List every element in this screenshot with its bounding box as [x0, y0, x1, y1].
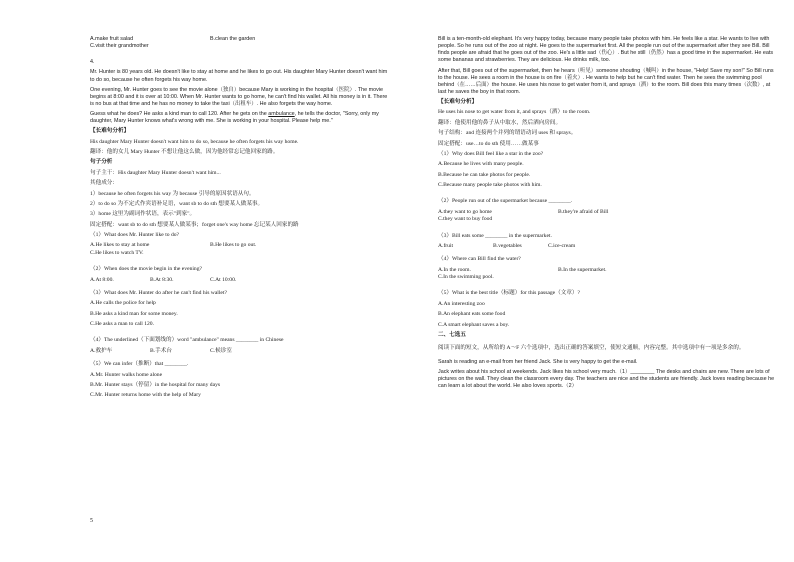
- option-a[interactable]: A.fruit: [438, 242, 454, 249]
- passage-paragraph: Sarah is reading an e-mail from her friend Jack. She is very happy to get the e-mail.: [438, 358, 638, 365]
- option-row: [438, 267, 776, 274]
- option-row: [90, 36, 390, 43]
- question-1: （1）Why does Bill feel like a star in the zoo?: [438, 150, 544, 157]
- passage-paragraph: Mr. Hunter is 80 years old. He doesn't like to stay at home and he likes to go out. His daughter Mary Hunter doesn't want him to do so, because he often forgets his way home.: [90, 69, 388, 83]
- question-1: （1）What does Mr. Hunter like to do?: [90, 232, 180, 238]
- structure-line: 3）home 这里为副词作状语，表示"到家"。: [90, 211, 196, 218]
- option-a[interactable]: A.He calls the police for help: [90, 300, 156, 307]
- left-column: [90, 36, 390, 403]
- option-c[interactable]: C.ice-cream: [548, 242, 576, 249]
- structure-line: 句子主干：His daughter Mary Hunter doesn't want him...: [90, 169, 221, 176]
- question-5: （5）We can infer（推断）that ________.: [90, 361, 189, 368]
- structure-line: 1）because he often forgets his way 为 because 引导的原因状语从句。: [90, 190, 255, 197]
- option-b[interactable]: B.He asks a kind man for some money.: [90, 310, 178, 317]
- option-b[interactable]: B.they're afraid of Bill: [558, 208, 609, 215]
- passage-paragraph: After that, Bill goes out of the supermarket, then he hears（听见）someone shouting（喊叫）in the house, "Help! Save my son!" So Bill runs to the house. He sees a room in the house is on fire（着火）. He wants to help but he can't find water. Then he sees the swimming pool behind（在……后面）the house. He uses his nose to get water from it, and sprays（洒）to the room. Bill does this many times（次数）, at last he saves the boy in that room.: [438, 67, 774, 95]
- structure-line: 句子结构：and 连接两个并列的谓语动词 uses 和 sprays。: [438, 130, 577, 137]
- option-a[interactable]: A.make fruit salad: [90, 36, 134, 42]
- section-number: 4.: [90, 59, 95, 66]
- analysis-title: 【长难句分析】: [438, 99, 478, 105]
- option-a[interactable]: A.He likes to stay at home: [90, 242, 150, 249]
- option-c[interactable]: C.Mr. Hunter returns home with the help of Mary: [90, 392, 201, 399]
- passage-paragraph: Bill is a ten-month-old elephant. It's very happy today, because many people take photos with him. He feels like a star. He wants to live with people. So he runs out of the zoo at night. He goes to the supermarket first. All the people run out of the supermarket after they see Bill. Bill finds people are afraid that he goes out of the zoo. He's a little sad（伤心）. But he still（仍然）has a good time in the supermarket. He eats some bananas and strawberries. They are delicious. He drinks milk, too.: [438, 36, 774, 64]
- analysis-sentence: His daughter Mary Hunter doesn't want him to do so, because he often forgets his way home.: [90, 138, 299, 145]
- option-a[interactable]: A.救护车: [90, 347, 113, 354]
- fixed-phrase: 固定搭配：use…to do sth 使用……做某事: [438, 140, 539, 147]
- option-c[interactable]: C.In the swimming pool.: [438, 274, 494, 280]
- passage-paragraph: Jack writes about his school at weekends. Jack likes his school very much.（1）________ The desks and chairs are new. There are lots of pictures on the wall. They clean the classroom every day. The teachers are nice and the students are friendly. Jack loves reading because he can learn a lot about the world. He also loves sports.（2）: [438, 368, 775, 389]
- passage-paragraph: One evening, Mr. Hunter goes to see the movie alone（独自）because Mary is working in the hospital（医院）. The movie begins at 8:00 and it is over at 10:00. When Mr. Hunter wants to go home, he can't find his wallet. All his money is in it. There is no bus at that time and he has no money to take the taxi（出租车）. He also forgets the way home.: [90, 86, 388, 107]
- structure-line: 其他成分：: [90, 180, 118, 187]
- option-row: [90, 277, 390, 284]
- underlined-word: ambulance: [268, 111, 295, 117]
- option-b[interactable]: B.clean the garden: [210, 36, 256, 42]
- option-c[interactable]: C.候诊室: [210, 347, 232, 354]
- section-heading: 二、七选五: [438, 331, 466, 338]
- passage-paragraph: Guess what he does? He asks a kind man to call 120. After he gets on the ambulance, he tells the doctor, "Sorry, only my daughter, Mary Hunter knows what's wrong with me. She is working in your hospital. Please help me.": [90, 111, 379, 125]
- structure-title: 句子分析: [90, 159, 113, 166]
- question-2: （2）People run out of the supermarket because ________.: [438, 198, 573, 205]
- option-row: [90, 242, 390, 249]
- right-column: [438, 36, 776, 393]
- option-a[interactable]: A.they want to go home: [438, 208, 492, 215]
- option-c[interactable]: C.they want to buy food: [438, 216, 493, 223]
- analysis-translation: 翻译：他的女儿 Mary Hunter 不想让他这么做，因为他经常忘记他回家的路。: [90, 149, 279, 155]
- option-c[interactable]: C.Because many people take photos with him.: [438, 182, 542, 188]
- question-5: （5）What is the best title（标题）for this passage（文章）?: [438, 290, 580, 297]
- option-a[interactable]: A.In the room.: [438, 266, 471, 273]
- option-a[interactable]: A.At 8:00.: [90, 276, 114, 283]
- question-3: （3）Bill eats some ________ in the supermarket.: [438, 232, 552, 239]
- option-row: [90, 348, 390, 355]
- option-c[interactable]: C.He likes to watch TV.: [90, 249, 144, 256]
- option-row: [438, 243, 776, 250]
- analysis-title: 【长难句分析】: [90, 128, 130, 135]
- analysis-translation: 翻译：他使用他的鼻子从中取水，然后洒向房间。: [438, 119, 562, 126]
- option-b[interactable]: B.In the supermarket.: [558, 266, 607, 273]
- option-c[interactable]: C.A smart elephant saves a boy.: [438, 321, 510, 328]
- option-c[interactable]: C.He asks a man to call 120.: [90, 321, 155, 327]
- option-c[interactable]: C.visit their grandmother: [90, 43, 149, 50]
- option-c[interactable]: C.At 10:00.: [210, 276, 237, 283]
- question-2: （2）When does the movie begin in the evening?: [90, 266, 203, 273]
- option-b[interactable]: B.He likes to go out.: [210, 242, 257, 249]
- option-b[interactable]: B.手术台: [150, 347, 172, 354]
- instruction: 阅读下面的短文，从所给的 A～F 六个选项中，选出正确的答案填空，使短文通顺，内容完整。其中选项中有一项是多余的。: [438, 345, 745, 352]
- option-b[interactable]: B.An elephant eats some food: [438, 311, 506, 318]
- analysis-sentence: He uses his nose to get water from it, and sprays（洒）to the room.: [438, 109, 591, 116]
- option-a[interactable]: A.An interesting zoo: [438, 300, 485, 307]
- option-b[interactable]: B.Mr. Hunter stays（停留）in the hospital for many days: [90, 381, 221, 388]
- question-3: （3）What does Mr. Hunter do after he can't find his wallet?: [90, 289, 227, 296]
- option-a[interactable]: A.Mr. Hunter walks home alone: [90, 371, 163, 378]
- question-4: （4）Where can Bill find the water?: [438, 256, 521, 263]
- page-number: 5: [90, 518, 93, 524]
- option-b[interactable]: B.At 8:30.: [150, 276, 174, 283]
- option-b[interactable]: B.Because he can take photos for people.: [438, 171, 531, 178]
- option-b[interactable]: B.vegetables: [493, 242, 522, 249]
- question-4: （4）The underlined（下面划线的）word "ambulance" means ________ in Chinese: [90, 337, 284, 344]
- structure-line: 2）to do so 为不定式作宾语补足语，want sb to do sth 想要某人做某事。: [90, 200, 264, 207]
- fixed-phrase: 固定搭配：want sb to do sth 想要某人做某事；forget one's way home 忘记某人回家的路: [90, 221, 299, 228]
- option-a[interactable]: A.Because he lives with many people.: [438, 161, 524, 168]
